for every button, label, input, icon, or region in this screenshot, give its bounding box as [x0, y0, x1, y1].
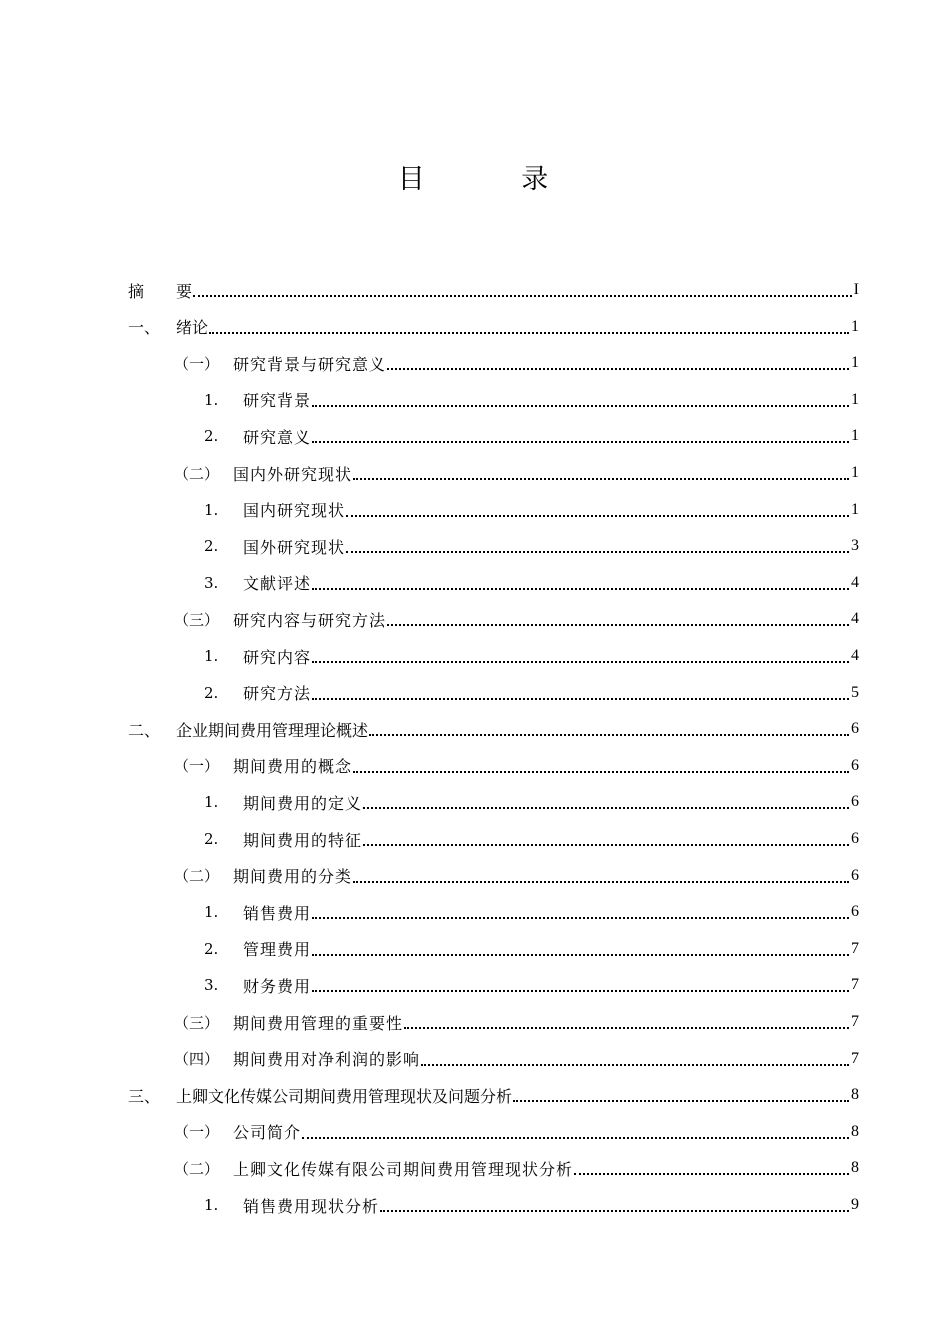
dot-leader — [346, 515, 849, 517]
toc-entry-label: 要 — [176, 281, 193, 301]
toc-entry-number: （三） — [174, 1013, 220, 1032]
toc-entry-number: （四） — [174, 1050, 220, 1069]
toc-entry-number: 2. — [204, 683, 219, 702]
toc-entry-page-number: 1 — [851, 354, 859, 372]
toc-entry-label: 期间费用对净利润的影响 — [233, 1050, 421, 1070]
toc-entry-page-number: 6 — [851, 756, 859, 774]
dot-leader — [346, 551, 849, 553]
toc-entry-label: 管理费用 — [243, 940, 312, 960]
toc-entry-label: 销售费用 — [243, 903, 312, 923]
dot-leader — [312, 954, 849, 956]
toc-entry-page-number: 4 — [851, 573, 859, 591]
toc-entry-page-number: 8 — [851, 1122, 859, 1140]
toc-entry-label: 文献评述 — [243, 574, 312, 594]
dot-leader — [312, 661, 849, 663]
toc-entry-page-number: 7 — [851, 939, 859, 957]
toc-entry-number: 1. — [204, 903, 219, 922]
toc-entry-number: 2. — [204, 537, 219, 556]
dot-leader — [369, 734, 849, 736]
toc-entry-number: 三、 — [128, 1086, 161, 1106]
toc-entry-label: 研究内容与研究方法 — [233, 610, 387, 630]
dot-leader — [193, 295, 852, 297]
toc-entry-page-number: 1 — [851, 464, 859, 481]
toc-entry-label: 国外研究现状 — [243, 537, 346, 557]
toc-entry-number: （一） — [174, 757, 220, 776]
toc-entry[interactable] — [204, 492, 859, 528]
toc-entry-page-number: 8 — [851, 1159, 859, 1177]
toc-entry-number: （二） — [174, 1159, 220, 1178]
dot-leader — [312, 917, 849, 919]
toc-entry[interactable] — [204, 894, 859, 930]
toc-entry[interactable] — [174, 1004, 859, 1040]
dot-leader — [312, 405, 849, 407]
toc-entry-number: （三） — [174, 610, 220, 629]
toc-entry-label: 期间费用的分类 — [233, 867, 353, 887]
dot-leader — [312, 990, 849, 992]
toc-entry-label: 上卿文化传媒有限公司期间费用管理现状分析 — [233, 1159, 574, 1179]
toc-entry[interactable] — [174, 601, 859, 637]
toc-entry-label: 销售费用现状分析 — [243, 1196, 380, 1216]
toc-entry-label: 企业期间费用管理理论概述 — [176, 720, 369, 740]
toc-entry-page-number: 1 — [851, 427, 859, 445]
toc-entry[interactable] — [204, 675, 859, 711]
toc-entry-label: 研究内容 — [243, 647, 312, 667]
toc-entry-page-number: I — [853, 281, 859, 298]
toc-entry-page-number: 6 — [851, 830, 859, 847]
toc-entry-number: 2. — [204, 830, 219, 848]
toc-entry-label: 上卿文化传媒公司期间费用管理现状及问题分析 — [176, 1086, 513, 1106]
toc-entry-label: 研究背景 — [243, 391, 312, 411]
dot-leader — [387, 624, 849, 626]
toc-entry-label: 期间费用的特征 — [243, 830, 363, 850]
toc-entry[interactable] — [204, 382, 859, 418]
dot-leader — [353, 771, 849, 773]
toc-entry[interactable] — [174, 858, 859, 894]
toc-entry-page-number: 4 — [851, 610, 859, 628]
toc-entry-label: 国内研究现状 — [243, 501, 346, 521]
toc-entry-label: 研究方法 — [243, 684, 312, 704]
toc-entry-number: 3. — [204, 573, 219, 592]
dot-leader — [363, 807, 849, 809]
toc-entry-label: 研究意义 — [243, 427, 312, 447]
toc-entry-number: 1. — [204, 1196, 219, 1214]
toc-entry[interactable] — [204, 528, 859, 564]
toc-entry[interactable] — [174, 1114, 859, 1150]
toc-entry-label: 期间费用的定义 — [243, 793, 363, 813]
toc-title: 目 录 — [397, 164, 593, 195]
toc-entry-number: 2. — [204, 939, 219, 958]
toc-entry-page-number: 8 — [851, 1086, 859, 1104]
toc-entry-page-number: 4 — [851, 647, 859, 664]
toc-entry-page-number: 1 — [851, 500, 859, 518]
toc-entry-page-number: 9 — [851, 1196, 859, 1213]
toc-entry[interactable] — [204, 565, 859, 601]
toc-entry-number: （一） — [174, 1123, 220, 1142]
dot-leader — [353, 478, 849, 480]
dot-leader — [312, 441, 849, 443]
dot-leader — [380, 1210, 849, 1212]
toc-entry-number: 1. — [204, 793, 219, 812]
toc-entry-page-number: 6 — [851, 720, 859, 738]
toc-entry-label: 期间费用管理的重要性 — [233, 1013, 404, 1033]
toc-entry[interactable] — [128, 1077, 859, 1113]
toc-entry-number: 1. — [204, 390, 219, 409]
toc-entry[interactable] — [204, 784, 859, 820]
toc-entry[interactable] — [204, 418, 859, 454]
dot-leader — [353, 881, 849, 883]
toc-entry[interactable] — [204, 931, 859, 967]
toc-entry[interactable] — [174, 1150, 859, 1186]
toc-entry-label: 绪论 — [176, 318, 209, 338]
toc-entry[interactable] — [174, 1041, 859, 1077]
toc-entry-page-number: 5 — [851, 683, 859, 701]
dot-leader — [302, 1137, 849, 1139]
toc-entry-number: （二） — [174, 867, 220, 886]
dot-leader — [312, 698, 849, 700]
dot-leader — [421, 1064, 849, 1066]
dot-leader — [513, 1100, 849, 1102]
toc-entry-label: 国内外研究现状 — [233, 464, 353, 484]
toc-entry[interactable] — [174, 748, 859, 784]
toc-entry[interactable] — [174, 455, 859, 491]
dot-leader — [404, 1027, 849, 1029]
toc-entry-page-number: 7 — [851, 1013, 859, 1030]
dot-leader — [574, 1173, 849, 1175]
toc-entry-page-number: 7 — [851, 976, 859, 994]
toc-entry-number: （一） — [174, 354, 220, 373]
toc-entry[interactable] — [204, 638, 859, 674]
toc-entry-label: 研究背景与研究意义 — [233, 354, 387, 374]
toc-entry-label: 期间费用的概念 — [233, 757, 353, 777]
toc-entry-number: 2. — [204, 427, 219, 446]
toc-entry-page-number: 6 — [851, 866, 859, 884]
toc-entry[interactable] — [174, 345, 859, 381]
toc-entry[interactable] — [204, 967, 859, 1003]
toc-entry-page-number: 6 — [851, 903, 859, 921]
dot-leader — [387, 368, 849, 370]
toc-entry-number: 一、 — [128, 318, 161, 338]
toc-entry[interactable] — [128, 309, 859, 345]
dot-leader — [312, 588, 849, 590]
toc-entry-number: 1. — [204, 500, 219, 519]
toc-entry[interactable] — [128, 711, 859, 747]
toc-entry-label: 财务费用 — [243, 976, 312, 996]
toc-entry-number: 摘 — [128, 281, 145, 301]
toc-entry-number: 3. — [204, 976, 219, 995]
toc-entry-page-number: 6 — [851, 793, 859, 811]
toc-entry-number: 1. — [204, 647, 219, 665]
dot-leader — [363, 844, 849, 846]
toc-entry-page-number: 1 — [851, 390, 859, 408]
toc-entry-page-number: 3 — [851, 537, 859, 555]
toc-entry-number: （二） — [174, 464, 220, 483]
toc-entry-page-number: 7 — [851, 1049, 859, 1067]
toc-entry[interactable] — [204, 1187, 859, 1223]
dot-leader — [209, 332, 849, 334]
toc-entry[interactable] — [128, 272, 859, 308]
toc-entry[interactable] — [204, 821, 859, 857]
toc-entry-page-number: 1 — [851, 317, 859, 335]
toc-entry-label: 公司简介 — [233, 1123, 302, 1143]
toc-entry-number: 二、 — [128, 720, 161, 740]
